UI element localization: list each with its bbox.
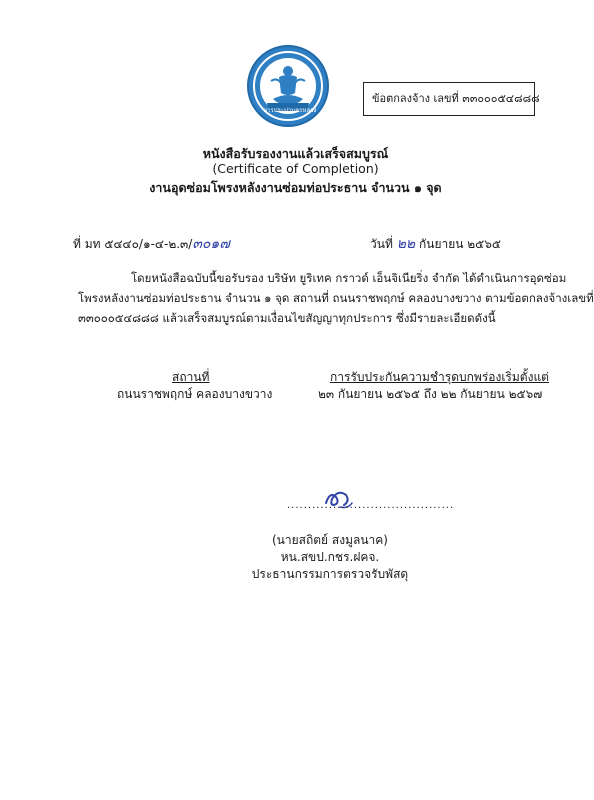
signer-position: หน.สขป.กชร.ฝคจ. <box>280 550 380 564</box>
location-heading: สถานที่ <box>172 370 210 384</box>
signer-role: ประธานกรรมการตรวจรับพัสดุ <box>251 567 409 581</box>
document-date <box>370 233 501 255</box>
reference-number <box>73 233 230 255</box>
document-title: หนังสือรับรองงานแล้วเสร็จสมบูรณ์ <box>202 146 389 161</box>
paragraph-line-2: โพรงหลังงานซ่อมท่อประธาน จำนวน ๑ จุด สถานที่ ถนนราชพฤกษ์ คลองบางขวาง ตามข้อตกลงจ้างเลขที่ <box>78 291 594 305</box>
logo-banner-text: การประปานครหลวง <box>263 107 317 114</box>
signer-name: (นายสถิตย์ สงมูลนาค) <box>272 533 388 547</box>
signature-line: ........................................ <box>287 500 455 511</box>
paragraph-line-1: โดยหนังสือฉบับนี้ขอรับรอง บริษัท ยูริเทค กราวด์ เอ็นจิเนียริ่ง จำกัด ได้ดำเนินการอุดซ่อม <box>131 271 567 285</box>
handwritten-reference-number: ๓๐๑๗ <box>192 236 230 252</box>
warranty-heading: การรับประกันความชำรุดบกพร่องเริ่มตั้งแต่ <box>330 370 549 384</box>
reference-prefix: ที่ มท ๕๔๔๐/๑-๔-๒.๓/ <box>73 237 193 251</box>
handwritten-day: ๒๒ <box>396 236 416 252</box>
date-prefix: วันที่ <box>370 237 393 251</box>
document-subtitle-english: (Certificate of Completion) <box>212 161 379 176</box>
contract-number-box: ข้อตกลงจ้าง เลขที่ ๓๓๐๐๐๕๔๘๘๘ <box>363 82 535 116</box>
signer-block <box>180 532 480 583</box>
warranty-period: ๒๓ กันยายน ๒๕๖๕ ถึง ๒๒ กันยายน ๒๕๖๗ <box>318 387 543 401</box>
date-month-year: กันยายน ๒๕๖๕ <box>418 237 501 251</box>
organization-logo <box>247 45 329 127</box>
certification-paragraph <box>78 268 594 328</box>
location-value: ถนนราชพฤกษ์ คลองบางขวาง <box>117 387 273 401</box>
work-description-title: งานอุดซ่อมโพรงหลังงานซ่อมท่อประธาน จำนวน ๑ จุด <box>149 180 442 195</box>
paragraph-line-3: ๓๓๐๐๐๕๔๘๘๘ แล้วเสร็จสมบูรณ์ตามเงื่อนไขสัญญาทุกประการ ซึ่งมีรายละเอียดดังนี้ <box>78 311 496 325</box>
